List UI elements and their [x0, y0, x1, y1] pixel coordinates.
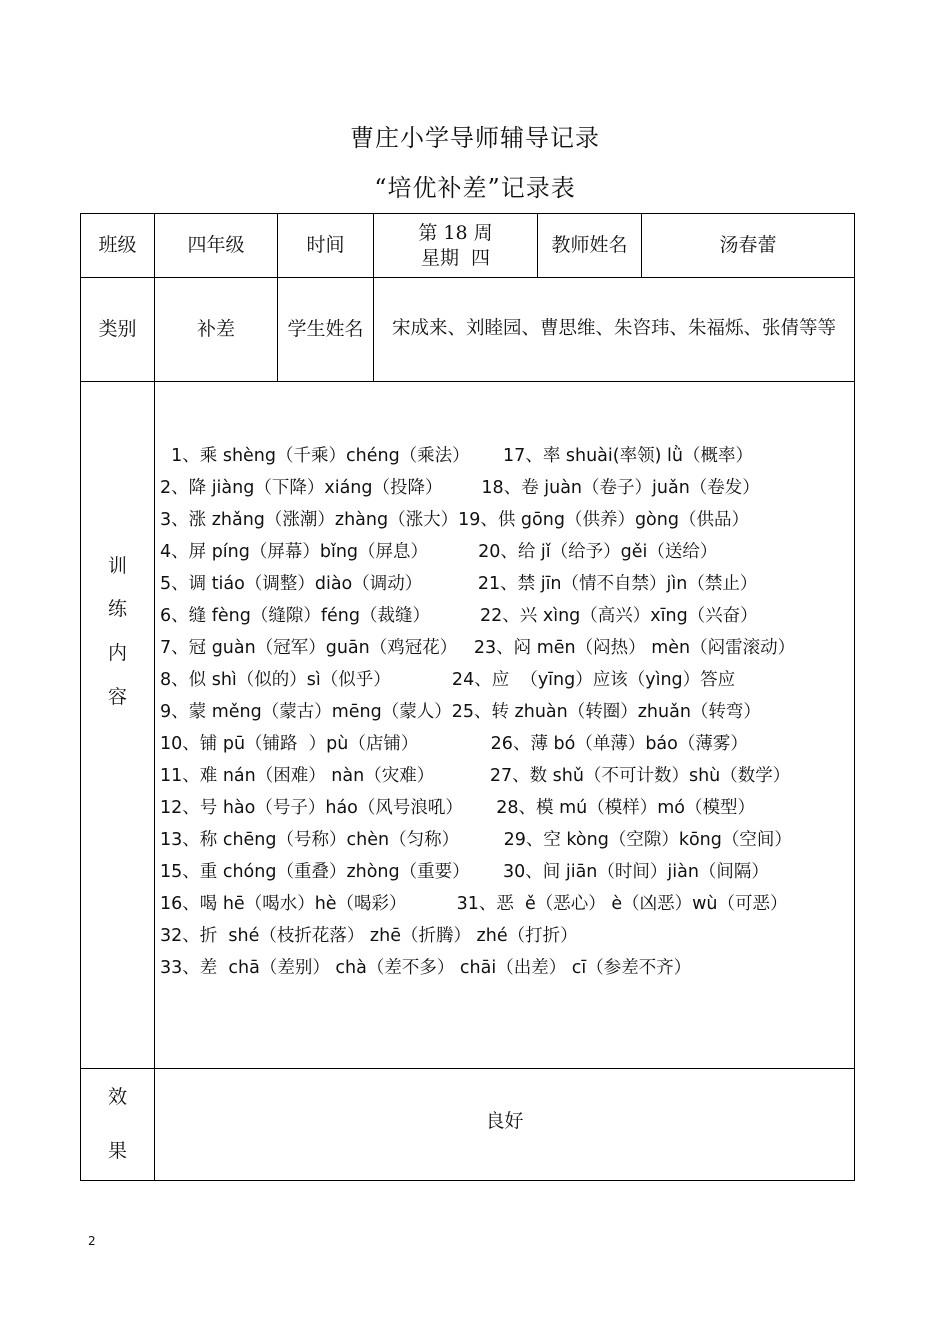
training-content-list: [160, 440, 850, 984]
list-item: 11、难 nán（困难） nàn（灾难） 27、数 shǔ（不可计数）shù（数学）: [160, 766, 791, 786]
list-item: 1、乘 shèng（千乘）chéng（乘法） 17、率 shuài(率领) lǜ（概率）: [160, 446, 753, 466]
list-item: 5、调 tiáo（调整）diào（调动） 21、禁 jīn（情不自禁）jìn（禁止）: [160, 574, 758, 594]
list-item: 13、称 chēng（号称）chèn（匀称） 29、空 kòng（空隙）kōng（空间）: [160, 830, 792, 850]
type-value: 补差: [196, 317, 235, 340]
students-label: 学生姓名: [287, 317, 364, 340]
table-border-right: [854, 213, 855, 1181]
effect-label-char: 效: [107, 1085, 127, 1108]
time-label: 时间: [306, 233, 345, 256]
class-label: 班级: [98, 233, 137, 256]
teacher-label: 教师姓名: [551, 233, 628, 256]
page-title: 曹庄小学导师辅导记录: [350, 124, 600, 152]
list-item: 9、蒙 měng（蒙古）mēng（蒙人）25、转 zhuàn（转圈）zhuǎn（转弯）: [160, 702, 761, 722]
training-label-char: 内: [107, 642, 127, 664]
effect-label: [81, 1069, 154, 1180]
list-item: 15、重 chóng（重叠）zhòng（重要） 30、间 jiān（时间）jiàn（间隔）: [160, 862, 769, 882]
table-border-bottom: [80, 1180, 855, 1181]
list-item: 16、喝 hē（喝水）hè（喝彩） 31、恶 ě（恶心） è（凶恶）wù（可恶）: [160, 894, 788, 914]
students-value: 宋成来、刘睦园、曹思维、朱咨玮、朱福烁、张倩等等: [391, 318, 836, 340]
list-item: 2、降 jiàng（下降）xiáng（投降） 18、卷 juàn（卷子）juǎn（卷发）: [160, 478, 760, 498]
time-day: 星期 四: [420, 246, 491, 269]
list-item: 6、缝 fèng（缝隙）féng（裁缝） 22、兴 xìng（高兴）xīng（兴奋）: [160, 606, 758, 626]
list-item: 4、屏 píng（屏幕）bǐng（屏息） 20、给 jǐ（给予）gěi（送给）: [160, 542, 718, 562]
training-label-char: 容: [107, 685, 127, 708]
list-item: 8、似 shì（似的）sì（似乎） 24、应 （yīng）应该（yìng）答应: [160, 670, 736, 690]
type-label: 类别: [98, 317, 137, 340]
page-number: 2: [88, 1234, 96, 1248]
page-subtitle: “培优补差”记录表: [374, 174, 576, 202]
training-content-label: [81, 382, 154, 882]
table-row-divider: [80, 381, 855, 382]
training-label-char: 训: [107, 554, 127, 577]
list-item: 3、涨 zhǎng（涨潮）zhàng（涨大）19、供 gōng（供养）gòng（供品）: [160, 510, 749, 530]
time-week: 第 18 周: [418, 221, 493, 244]
class-value: 四年级: [187, 233, 245, 256]
effect-label-char: 果: [107, 1139, 127, 1162]
training-label-char: 练: [107, 598, 127, 621]
list-item: 33、差 chā（差别） chà（差不多） chāi（出差） cī（参差不齐）: [160, 958, 692, 978]
list-item: 32、折 shé（枝折花落） zhē（折腾） zhé（打折）: [160, 926, 578, 946]
list-item: 10、铺 pū（铺路 ）pù（店铺） 26、薄 bó（单薄）báo（薄雾）: [160, 734, 748, 754]
list-item: 7、冠 guàn（冠军）guān（鸡冠花） 23、闷 mēn（闷热） mèn（闷雷滚动）: [160, 638, 796, 658]
list-item: 12、号 hào（号子）háo（风号浪吼） 28、模 mú（模样）mó（模型）: [160, 798, 755, 818]
teacher-value: 汤春蕾: [719, 233, 777, 256]
effect-value: 良好: [485, 1110, 524, 1133]
time-value: [374, 214, 537, 277]
